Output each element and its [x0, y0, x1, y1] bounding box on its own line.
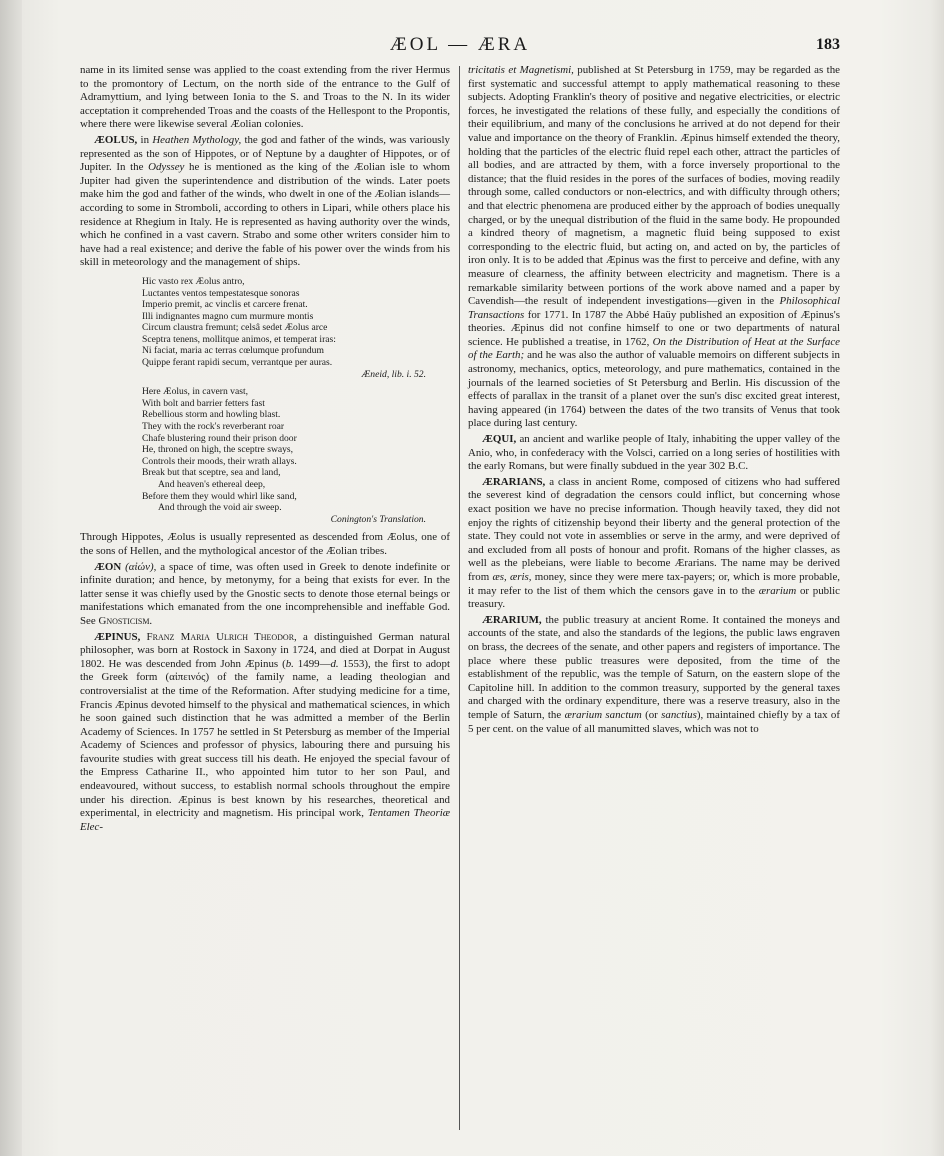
entry-aeolus: [80, 134, 450, 270]
entry-aepinus: [80, 631, 450, 835]
entry-italic: On the Distribution of Heat at the Surface of the Earth;: [468, 335, 841, 362]
entry-text: a distinguished German natural philosopher, was born at Rostock in Saxony in 1724, and died at Dorpat in August 1802. He was descended from John Æpinus (: [80, 630, 451, 670]
entry-italic: ærarium: [758, 584, 797, 597]
verse-line: Imperio premit, ac vinclis et carcere frenat.: [142, 299, 308, 311]
entry-text: 1499—: [293, 657, 331, 670]
entry-text: 1553), the first to adopt the Greek form (αἰπεινός) of the family name, a leading theologian and controversialist at the time of the Reformation. After studying medicine for a time, Francis Æpinus devoted himself to the physical and mathematical sciences, in which he soon gained such distinction that he was admitted a member of the Berlin Academy of Sciences. In 1757 he settled in St Petersburg as member of the Imperial Academy of Sciences and professor of physics, labouring there and pursuing his favourite studies with great success till his death. He enjoyed the special favour of the Empress Catharine II., who appointed him tutor to her son Paul, and endeavoured, without success, to establish normal schools throughout the empire under his direction. Æpinus is best known by his researches, theoretical and experimental, in electricity and magnetism. His principal work,: [80, 657, 450, 820]
verse-line: Sceptra tenens, mollitque animos, et temperat iras:: [142, 333, 336, 345]
verse-line: And heaven's ethereal deep,: [158, 479, 266, 490]
verse-line: Break but that sceptre, sea and land,: [142, 467, 281, 479]
entry-text: the public treasury at ancient Rome. It contained the moneys and accounts of the state, and also the standards of the legions, the public laws engraven on brass, the decrees of the senate, and other papers and registers of importance. The place where these public treasures were deposited, from the time of the establishment of the republic, was the temple of Saturn, on the eastern slope of the Capitoline hill. In addition to the common treasury, supported by the general taxes and charged with the ordinary expenditure, there was a reserve treasury, also in the temple of Saturn, the: [468, 613, 840, 721]
headword-aeon: ÆON: [94, 560, 122, 573]
headword-aepinus: ÆPINUS,: [94, 630, 141, 643]
verse-line: Ni faciat, maria ac terras cœlumque profundum: [142, 345, 324, 357]
verse-line: He, throned on high, the sceptre sways,: [142, 444, 294, 456]
entry-italic: Tentamen Theoriæ Elec-: [80, 807, 450, 833]
entry-text: published at St Petersburg in 1759, may be regarded as the first systematic and successful attempt to apply mathematical reasoning to these subjects. Adopting Franklin's theory of positive and negative electricities, or electric forces, he investigated the relations of these fully, and especially the conditions of their equilibrium, and many of the conclusions he arrived at do not depend for their value and importance on the theory of Franklin. Æpinus himself extended the theory, holding that the particles of the electric fluid repel each other, attract the particles of all bodies, and are attracted by them, with a force inversely proportional to the distance; that the fluid resides in the pores of the surfaces of bodies, moving readily through some, called conductors or non-electrics, and with difficulty through others; and that electric phenomena are produced either by the approach of bodies unequally charged, or by the unequal distribution of the fluid in the same body. He propounded a kindred theory of magnetism, a magnetic fluid being supposed to exist corresponding to the electric fluid, but acting on, and acted on by, the particles of iron only. It is to be added that Æpinus was the first to perceive and define, with any measure of clearness, the affinity between electricity and magnetism. There is a remarkable similarity between portions of the work above named and a paper by Cavendish—the result of independent investigations—given in the: [468, 64, 840, 308]
entry-italic: æs, æris,: [492, 570, 532, 583]
entry-italic: b.: [285, 657, 294, 670]
verse-line: Before them they would whirl like sand,: [142, 490, 297, 502]
entry-text: ), maintained chiefly by a tax of 5 per cent. on the value of all manumitted slaves, which was not to: [468, 708, 840, 735]
entry-text: (or: [641, 708, 662, 721]
entry-text: in: [137, 133, 153, 146]
page-edge-shadow: [0, 0, 22, 1156]
headword-aequi: ÆQUI,: [482, 433, 517, 446]
verse-line: They with the rock's reverberant roar: [142, 421, 285, 433]
translation-citation: Conington's Translation.: [330, 513, 426, 525]
right-column: [468, 64, 840, 738]
entry-italic: Heathen Mythology,: [152, 133, 242, 146]
entry-italic: (αἰών),: [121, 560, 157, 573]
entry-aerarium: [468, 614, 840, 736]
entry-italic: ærarium sanctum: [564, 708, 642, 721]
verse-line: Luctantes ventos tempestatesque sonoras: [142, 287, 300, 299]
verse-line: Controls their moods, their wrath allays.: [142, 455, 297, 467]
verse-line: Here Æolus, in cavern vast,: [142, 386, 249, 398]
entry-text: he is mentioned as the king of the Æolian isle to whom Jupiter had given the superintendence and distribution of the winds. Later poets make him the god and father of the winds, who dwelt in one of the Æolian islands—according to some in Stromboli, according to others in Lipari, while others place his residence at Rhegium in Italy. He is represented as having authority over the winds, which he confined in a vast cavern. Strabo and some other writers consider him to have had a real existence; and derive the fable of his power over the winds from his skill in meteorology and the management of ships.: [80, 161, 450, 269]
entry-italic: d.: [330, 657, 339, 670]
latin-quotation: [142, 276, 450, 380]
entry-text: money, since they were mere tax-payers; or, which is more probable, it may refer to the list of them which the censors gave in to the: [468, 570, 840, 597]
verse-line: Circum claustra fremunt; celsâ sedet Æolus arce: [142, 322, 328, 334]
entry-aerarians: [468, 476, 840, 612]
aepinus-continuation: [468, 64, 840, 431]
verse-line: Quippe ferant rapidi secum, verrantque per auras.: [142, 357, 333, 369]
entry-text: a space of time, was often used in Greek to denote indefinite or infinite duration; and hence, by metonymy, for a being that exists for ever. In the latter sense it was chiefly used by the Gnostic sects to denote those eternal beings or manifestations which emanated from the one incomprehensible and ineffable God. See: [80, 560, 451, 627]
verse-line: Rebellious storm and howling blast.: [142, 409, 281, 421]
verse-line: Illi indignantes magno cum murmure montis: [142, 310, 314, 322]
running-head: ÆOL — ÆRA: [389, 34, 531, 55]
page-number: 183: [816, 36, 840, 53]
aeolus-continuation: Through Hippotes, Æolus is usually represented as descended from Æolus, one of the sons of Hellen, and the mythological ancestor of the Æolian tribes.: [80, 531, 450, 557]
entry-text: an ancient and warlike people of Italy, inhabiting the upper valley of the Anio, who, in confederacy with the Volsci, carried on a long series of hostilities with the early Romans, but were finally subdued in the year 302 B.C.: [468, 433, 840, 473]
latin-citation: Æneid, lib. i. 52.: [361, 368, 426, 380]
headword-aerarium: ÆRARIUM,: [482, 613, 542, 626]
column-divider: [459, 66, 460, 1130]
entry-text: and he was also the author of valuable memoirs on different subjects in astronomy, mechanics, optics, meteorology, and pure mathematics, contained in the journals of the learned societies of St Petersburg and Berlin. His discussion of the effects of parallax in the transit of a planet over the sun's disc excited great interest, having appeared (in 1764) between the dates of the two transits of Venus that took place during last century.: [468, 349, 840, 430]
entry-aeon: [80, 561, 450, 629]
entry-text: the god and father of the winds, was variously represented as the son of Hippotes, or of Neptune by a daughter of Hippotes, or of Jupiter. In the: [80, 133, 451, 174]
verse-line: Chafe blustering round their prison door: [142, 432, 297, 444]
entry-text: a class in ancient Rome, composed of citizens who had suffered the severest kind of degradation the censors could inflict, but concerning whose exact position we have no precise information. Though heavily taxed, they did not enjoy the rights of citizenship beyond their liberty and the general protection of the state. They could not vote in assemblies or serve in the army, and were deprived of and excluded from all posts of honour and profit. Romans of the higher classes, as well as the plebeians, were liable to become Ærarians. The name may be derived from: [468, 475, 840, 583]
full-name: Franz Maria Ulrich Theodor,: [140, 630, 297, 643]
cross-reference-gnosticism: Gnosticism.: [98, 614, 153, 627]
verse-line: And through the void air sweep.: [158, 502, 282, 514]
entry-text: for 1771. In 1787 the Abbé Haüy published an exposition of Æpinus's theories. Æpinus did not confine himself to one or two departments of natural science. He published a treatise, in 1762,: [468, 308, 840, 348]
english-translation: [142, 386, 450, 525]
verse-line: Hic vasto rex Æolus antro,: [142, 275, 245, 287]
entry-italic: Odyssey: [148, 161, 185, 174]
entry-italic: sanctius: [661, 708, 697, 721]
page-header: [80, 34, 840, 56]
entry-aequi: [468, 433, 840, 474]
verse-line: With bolt and barrier fetters fast: [142, 397, 265, 409]
headword-aeolus: ÆOLUS,: [94, 133, 138, 146]
entry-italic: tricitatis et Magnetismi,: [468, 64, 574, 76]
left-column: [80, 64, 450, 836]
entry-italic: Philosophical Transactions: [468, 295, 840, 321]
entry-text: or public treasury.: [468, 584, 840, 611]
headword-aerarians: ÆRARIANS,: [482, 475, 546, 488]
aeolis-continuation: name in its limited sense was applied to the coast extending from the river Hermus to the promontory of Lectum, on the north side of the entrance to the Gulf of Adramyttium, and lying between Ionia to the S. and Troas to the N. In its wider acceptation it comprehended Troas and the coasts of the Hellespont to the Propontis, where there were likewise several Æolian colonies.: [80, 64, 450, 131]
